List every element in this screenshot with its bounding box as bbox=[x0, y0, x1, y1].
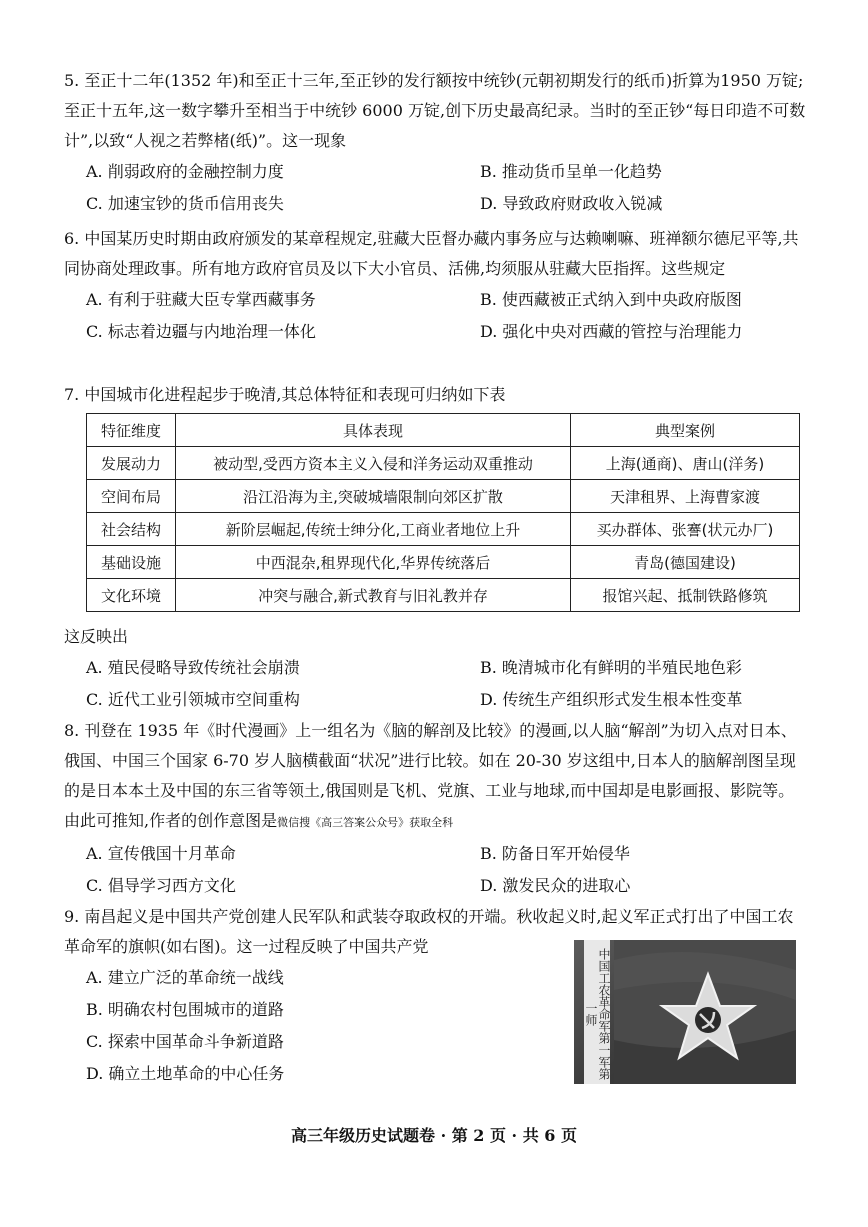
option-d[interactable]: D. 传统生产组织形式发生根本性变革 bbox=[480, 690, 743, 709]
table-cell: 沿江沿海为主,突破城墙限制向郊区扩散 bbox=[176, 480, 571, 513]
table-cell: 发展动力 bbox=[87, 447, 176, 480]
option-c[interactable]: C. 近代工业引领城市空间重构 bbox=[86, 690, 300, 709]
option-b[interactable]: B. 推动货币呈单一化趋势 bbox=[480, 162, 662, 181]
question-9-text: 9. 南昌起义是中国共产党创建人民军队和武装夺取政权的开端。秋收起义时,起义军正式打出了中国工农革命军的旗帜(如右图)。这一过程反映了中国共产党 bbox=[64, 907, 794, 956]
table-row bbox=[87, 546, 800, 579]
option-b[interactable]: B. 使西藏被正式纳入到中央政府版图 bbox=[480, 290, 742, 309]
question-5-stem: 5. 至正十二年(1352 年)和至正十三年,至正钞的发行额按中统钞(元朝初期发行的纸币)折算为1950 万锭;至正十五年,这一数字攀升至相当于中统钞 6000 万锭,创下历史最高纪录。当时的至正钞“每日印造不可数计”,以致“人视之若弊楮(纸)”。这一现象 bbox=[64, 71, 806, 150]
question-8-text: 8. 刊登在 1935 年《时代漫画》上一组名为《脑的解剖及比较》的漫画,以人脑“解剖”为切入点对日本、俄国、中国三个国家 6-70 岁人脑横截面“状况”进行比较。如在 20-30 岁这组中,日本人的脑解剖图呈现的是日本本土及中国的东三省等领土,俄国则是飞机、党旗、工业与地球,而中国却是电影画报、影院等。由此可推知,作者的创作意图是 bbox=[64, 721, 797, 830]
question-8-options bbox=[86, 838, 808, 902]
option-c[interactable]: C. 探索中国革命斗争新道路 bbox=[86, 1032, 284, 1051]
table-cell: 社会结构 bbox=[87, 513, 176, 546]
question-5 bbox=[64, 66, 808, 220]
table-header: 典型案例 bbox=[571, 414, 800, 447]
question-7-lead: 这反映出 bbox=[64, 627, 129, 646]
urbanization-table bbox=[86, 413, 800, 612]
question-6-options bbox=[86, 284, 808, 348]
table-cell: 中西混杂,租界现代化,华界传统落后 bbox=[176, 546, 571, 579]
option-a[interactable]: A. 有利于驻藏大臣专掌西藏事务 bbox=[86, 290, 316, 309]
table-cell: 青岛(德国建设) bbox=[571, 546, 800, 579]
table-cell: 冲突与融合,新式教育与旧礼教并存 bbox=[176, 579, 571, 612]
option-a[interactable]: A. 建立广泛的革命统一战线 bbox=[86, 968, 284, 987]
option-b[interactable]: B. 明确农村包围城市的道路 bbox=[86, 1000, 284, 1019]
table-cell: 买办群体、张謇(状元办厂) bbox=[571, 513, 800, 546]
question-8 bbox=[64, 716, 808, 902]
table-cell: 文化环境 bbox=[87, 579, 176, 612]
table-cell: 报馆兴起、抵制铁路修筑 bbox=[571, 579, 800, 612]
question-6-stem: 6. 中国某历史时期由政府颁发的某章程规定,驻藏大臣督办藏内事务应与达赖喇嘛、班禅额尔德尼平等,共同协商处理政事。所有地方政府官员及以下大小官员、活佛,均须服从驻藏大臣指挥。这些规定 bbox=[64, 229, 799, 278]
table-cell: 天津租界、上海曹家渡 bbox=[571, 480, 800, 513]
option-d[interactable]: D. 激发民众的进取心 bbox=[480, 876, 631, 895]
table-header-row bbox=[87, 414, 800, 447]
question-6 bbox=[64, 224, 808, 348]
question-7-options bbox=[86, 652, 808, 716]
option-a[interactable]: A. 宣传俄国十月革命 bbox=[86, 844, 236, 863]
question-5-options bbox=[86, 156, 808, 220]
option-d[interactable]: D. 强化中央对西藏的管控与治理能力 bbox=[480, 322, 743, 341]
option-c[interactable]: C. 标志着边疆与内地治理一体化 bbox=[86, 322, 316, 341]
table-row bbox=[87, 513, 800, 546]
table-header: 具体表现 bbox=[176, 414, 571, 447]
option-c[interactable]: C. 加速宝钞的货币信用丧失 bbox=[86, 194, 284, 213]
option-a[interactable]: A. 削弱政府的金融控制力度 bbox=[86, 162, 284, 181]
option-b[interactable]: B. 防备日军开始侵华 bbox=[480, 844, 630, 863]
option-d[interactable]: D. 导致政府财政收入锐减 bbox=[480, 194, 663, 213]
watermark-text: 微信搜《高三答案公众号》获取全科 bbox=[277, 816, 454, 829]
question-7-stem-wrap bbox=[64, 380, 808, 410]
table-header: 特征维度 bbox=[87, 414, 176, 447]
table-row bbox=[87, 480, 800, 513]
table-cell: 空间布局 bbox=[87, 480, 176, 513]
question-8-stem bbox=[64, 716, 808, 838]
question-7-stem: 7. 中国城市化进程起步于晚清,其总体特征和表现可归纳如下表 bbox=[64, 385, 506, 404]
flag-vertical-text: 中国工农革命军第一军第一师 bbox=[584, 940, 610, 1084]
option-d[interactable]: D. 确立土地革命的中心任务 bbox=[86, 1064, 285, 1083]
table-row bbox=[87, 447, 800, 480]
page-footer: 高三年级历史试题卷 · 第 2 页 · 共 6 页 bbox=[291, 1126, 577, 1145]
table-cell: 上海(通商)、唐山(洋务) bbox=[571, 447, 800, 480]
revolutionary-army-flag-image bbox=[574, 940, 796, 1084]
table-row bbox=[87, 579, 800, 612]
table-cell: 基础设施 bbox=[87, 546, 176, 579]
option-a[interactable]: A. 殖民侵略导致传统社会崩溃 bbox=[86, 658, 300, 677]
question-7 bbox=[64, 622, 808, 716]
option-b[interactable]: B. 晚清城市化有鲜明的半殖民地色彩 bbox=[480, 658, 742, 677]
table-cell: 新阶层崛起,传统士绅分化,工商业者地位上升 bbox=[176, 513, 571, 546]
option-c[interactable]: C. 倡导学习西方文化 bbox=[86, 876, 236, 895]
question-9-options bbox=[86, 962, 566, 1090]
table-cell: 被动型,受西方资本主义入侵和洋务运动双重推动 bbox=[176, 447, 571, 480]
